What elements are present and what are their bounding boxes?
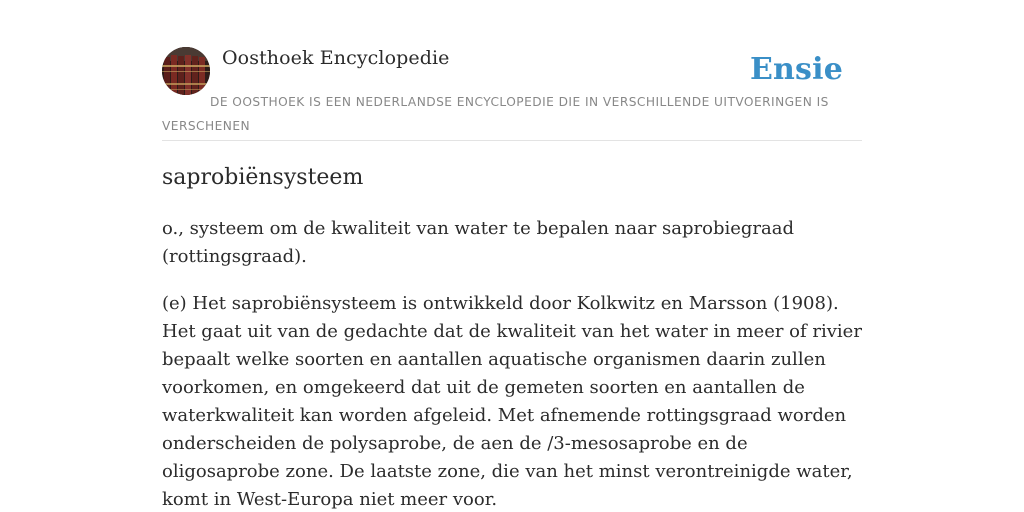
ensie-logo[interactable]: Ensie	[749, 52, 843, 87]
definition-paragraph: o., systeem om de kwaliteit van water te bepalen naar saprobiegraad (rottingsgraad).	[162, 218, 795, 267]
article-title: saprobiënsysteem	[162, 165, 364, 190]
site-tagline: DE OOSTHOEK IS EEN NEDERLANDSE ENCYCLOPEDIE DIE IN VERSCHILLENDE UITVOERINGEN IS VERSCHENEN	[162, 95, 829, 133]
explanation-paragraph: (e) Het saprobiënsysteem is ontwikkeld door Kolkwitz en Marsson (1908). Het gaat uit van de gedachte dat de kwaliteit van het water in meer of rivier bepaalt welke soorten en aantallen aquatische organismen daarin zullen voorkomen, en omgekeerd dat uit de gemeten soorten en aantallen de waterkwaliteit kan worden afgeleid. Met afnemende rottingsgraad worden onderscheiden de polysaprobe, de aen de /3-mesosaprobe en de oligosaprobe zone. De laatste zone, die van het minst verontreinigde water, komt in West-Europa niet meer voor.	[162, 293, 862, 510]
books-icon	[162, 47, 210, 95]
site-name[interactable]: Oosthoek Encyclopedie	[222, 47, 450, 69]
article	[162, 160, 862, 512]
site-header	[162, 46, 862, 141]
encyclopedia-books-avatar[interactable]	[162, 47, 210, 95]
